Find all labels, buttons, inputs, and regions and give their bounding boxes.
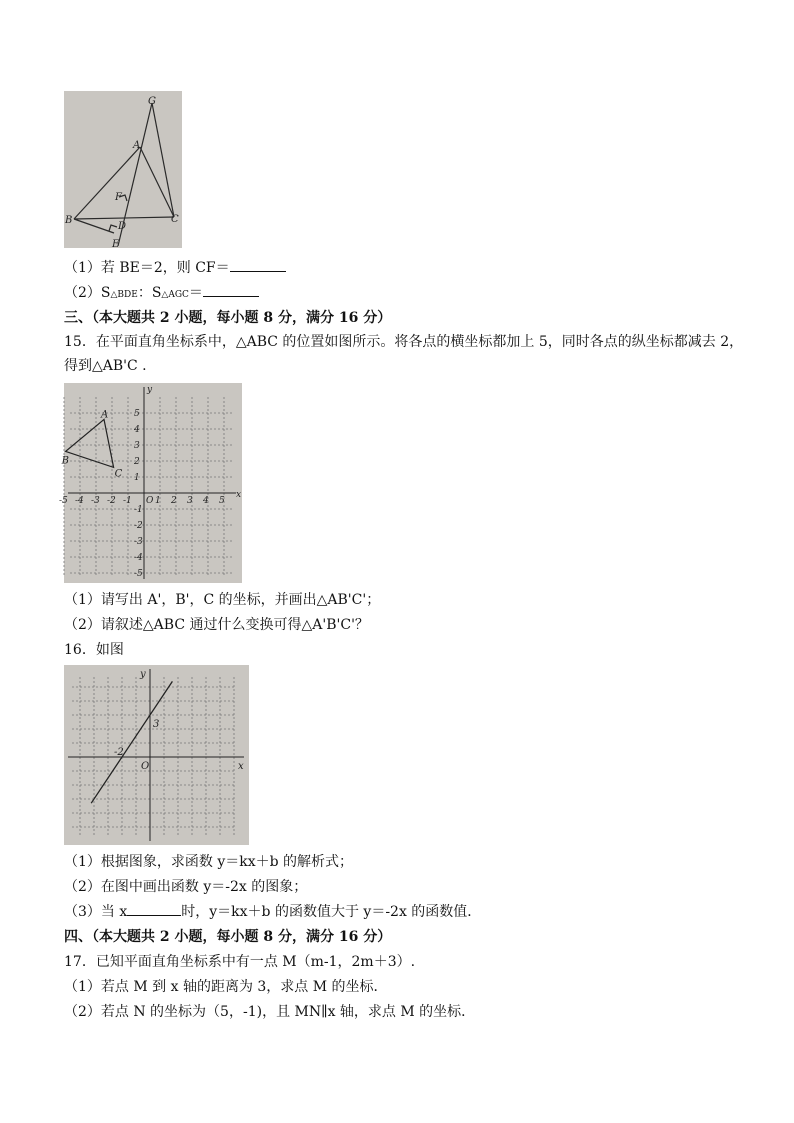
label-e: E: [112, 239, 120, 250]
q15-line1: 15．在平面直角坐标系中，△ABC 的位置如图所示。将各点的横坐标都加上 5，同时各点的纵坐标都减去 2，: [64, 334, 744, 350]
triangle-figure: [64, 91, 182, 248]
q14-part2-sub2: △AGC: [161, 290, 189, 300]
q16-part3-suffix: 时，y＝kx＋b 的函数值大于 y＝-2x 的函数值．: [181, 904, 482, 920]
q15-part2: （2）请叙述△ABC 通过什么变换可得△A'B'C'？: [64, 617, 369, 633]
label-b: B: [65, 215, 73, 226]
label-c: C: [171, 214, 179, 225]
point-c-label: C: [114, 468, 123, 480]
x-tick-label: 3: [187, 496, 193, 506]
origin-label: O: [141, 761, 150, 772]
y-tick-label: -1: [134, 505, 143, 515]
point-b-label: B: [61, 455, 69, 467]
q16-part3-prefix: （3）当 x: [64, 904, 128, 920]
triangle-abc: [66, 419, 114, 467]
q16-title: 16．如图: [64, 642, 124, 658]
q14-part2-blank[interactable]: [203, 284, 259, 297]
x-tick-label: -2: [107, 496, 116, 506]
point-a-label: A: [101, 409, 109, 421]
q16-part3-blank[interactable]: [127, 903, 181, 916]
q14-part2-sub1: △BDE: [110, 290, 138, 300]
y-tick-label: 1: [134, 473, 140, 483]
q14-part1-text: （1）若 BE＝2，则 CF＝: [64, 260, 230, 276]
q16-part3: [64, 903, 481, 921]
q14-part2-eq: ＝: [188, 285, 203, 301]
x-tick-label: 5: [219, 496, 225, 506]
q14-part2-text: （2）S: [64, 285, 111, 301]
x-axis-label: x: [238, 761, 244, 772]
y-tick-label: -2: [134, 521, 143, 531]
q15-coordinate-grid: [59, 383, 242, 583]
x-tick-label: -3: [91, 496, 100, 506]
triangle-diagram: [64, 91, 182, 248]
y-tick-label: 3: [153, 719, 160, 730]
origin-label: O: [146, 496, 154, 506]
q14-part1-blank[interactable]: [230, 259, 286, 272]
q16-part2: （2）在图中画出函数 y＝-2x 的图象；: [64, 879, 308, 895]
q17-part2: （2）若点 N 的坐标为（5，-1)，且 MN∥x 轴，求点 M 的坐标．: [64, 1004, 476, 1020]
q14-part2-mid: ：S: [137, 285, 162, 301]
q15-grid-figure: [59, 383, 242, 583]
section-4-title: 四、（本大题共 2 小题，每小题 8 分，满分 16 分）: [64, 929, 392, 945]
section-3-title: 三、（本大题共 2 小题，每小题 8 分，满分 16 分）: [64, 310, 392, 326]
y-tick-label: 2: [134, 457, 140, 467]
q14-part1: [64, 259, 286, 277]
x-tick-label: 1: [155, 496, 161, 506]
label-f: F: [115, 192, 122, 203]
x-tick-label: -5: [59, 496, 68, 506]
y-tick-label: -5: [134, 569, 143, 579]
y-tick-label: 5: [134, 409, 140, 419]
y-axis-label: y: [140, 669, 146, 680]
q16-part1: （1）根据图象，求函数 y＝kx＋b 的解析式；: [64, 854, 354, 870]
x-tick-label: 4: [203, 496, 209, 506]
y-tick-label: -3: [134, 537, 143, 547]
q17-part1: （1）若点 M 到 x 轴的距离为 3，求点 M 的坐标．: [64, 979, 388, 995]
q17-line1: 17．已知平面直角坐标系中有一点 M（m-1，2m＋3）.: [64, 954, 416, 970]
x-tick-label: 2: [171, 496, 177, 506]
y-axis-label: y: [147, 385, 153, 395]
y-tick-label: 4: [134, 425, 140, 435]
q14-part2: [64, 284, 259, 304]
x-tick-label: -4: [75, 496, 84, 506]
y-tick-label: -4: [134, 553, 143, 563]
q16-coordinate-graph: [64, 665, 249, 845]
label-a: A: [133, 140, 141, 151]
x-tick-label: -2: [114, 747, 124, 758]
q15-line2: 得到△AB'C .: [64, 358, 147, 374]
q15-part1: （1）请写出 A'，B'，C 的坐标，并画出△AB'C'；: [64, 592, 381, 608]
label-g: G: [148, 96, 156, 107]
y-tick-label: 3: [134, 441, 140, 451]
label-d: D: [118, 221, 127, 232]
q16-graph-figure: [64, 665, 249, 845]
x-tick-label: -1: [123, 496, 132, 506]
x-axis-label: x: [236, 490, 242, 500]
